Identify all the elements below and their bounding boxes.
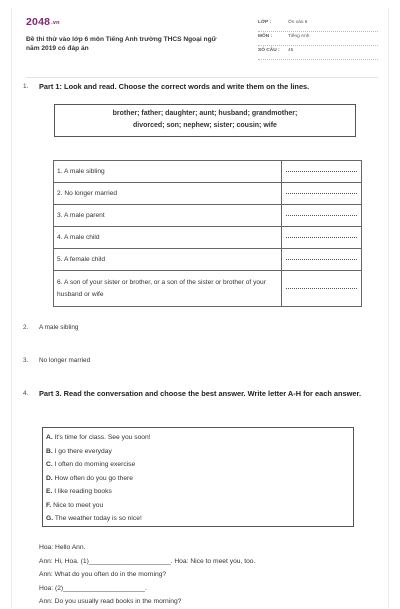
answer-option: E. I like reading books <box>46 488 112 495</box>
question-number: 3. <box>23 357 29 364</box>
definition-cell: 1. A male sibling <box>54 161 282 183</box>
meta-value: 45 <box>288 48 294 53</box>
answer-option: B. I go there everyday <box>46 447 112 455</box>
document-meta <box>258 18 378 60</box>
table-row <box>54 183 362 205</box>
word-bank-line: divorced; son; nephew; sister; cousin; wife <box>133 122 277 129</box>
question-text: A male sibling <box>39 324 79 331</box>
answer-option: A. It's time for class. See you soon! <box>46 434 151 441</box>
answer-option: G. The weather today is so nice! <box>46 515 142 522</box>
part3-title: Part 3. Read the conversation and choose the best answer. Write letter A-H for each answer. <box>39 389 362 398</box>
definition-table <box>53 160 362 307</box>
answer-blank[interactable] <box>282 271 362 307</box>
conversation-line: Hoa: (2)______________________. <box>39 584 147 592</box>
answer-option: C. I often do morning exercise <box>46 461 136 468</box>
table-row <box>54 227 362 249</box>
word-bank <box>54 104 356 137</box>
conversation-line: Hoa: Hello Ann. <box>39 544 86 551</box>
table-row <box>54 271 362 307</box>
meta-class-row <box>258 18 378 32</box>
conversation-line: Ann: What do you often do in the morning? <box>39 571 167 578</box>
answer-option: F. Nice to meet you <box>46 501 104 509</box>
table-row <box>54 161 362 183</box>
word-bank-line: brother; father; daughter; aunt; husband; grandmother; <box>112 110 298 117</box>
meta-key: SỐ CÂU : <box>258 48 280 53</box>
header-divider <box>26 77 378 78</box>
meta-key: MÔN : <box>258 34 273 39</box>
table-row <box>54 205 362 227</box>
answer-blank[interactable] <box>282 161 362 183</box>
site-logo[interactable]: 2048.vn <box>26 16 60 28</box>
conversation <box>39 541 359 609</box>
answer-blank[interactable] <box>282 227 362 249</box>
answer-option: D. How often do you go there <box>46 474 133 482</box>
definition-cell: 6. A son of your sister or brother, or a son of the sister or brother of your husband or wife <box>54 271 282 307</box>
document-title: Đề thi thử vào lớp 6 môn Tiếng Anh trường THCS Ngoại ngữ năm 2019 có đáp án <box>26 36 217 52</box>
definition-cell: 5. A female child <box>54 249 282 271</box>
document-header <box>26 16 378 78</box>
conversation-line: Ann: Hi, Hoa. (1)______________________. Hoa: Nice to meet you, too. <box>39 557 256 565</box>
conversation-line: Ann: Do you usually read books in the morning? <box>39 598 182 605</box>
table-row <box>54 249 362 271</box>
meta-subject-row <box>258 32 378 46</box>
answer-blank[interactable] <box>282 183 362 205</box>
meta-key: LỚP : <box>258 20 272 25</box>
definition-cell: 2. No longer married <box>54 183 282 205</box>
question-number: 1. <box>23 83 29 90</box>
answer-options-box <box>42 427 354 527</box>
answer-blank[interactable] <box>282 249 362 271</box>
question-number: 4. <box>23 390 29 397</box>
definition-cell: 3. A male parent <box>54 205 282 227</box>
question-text: No longer married <box>39 357 91 364</box>
answer-blank[interactable] <box>282 205 362 227</box>
meta-value: Tiếng Anh <box>288 34 310 39</box>
document-page <box>11 8 389 608</box>
question-number: 2. <box>23 324 29 331</box>
meta-count-row <box>258 46 378 60</box>
definition-cell: 4. A male child <box>54 227 282 249</box>
meta-value: Ôn vào 6 <box>288 20 308 25</box>
part1-title: Part 1: Look and read. Choose the correct words and write them on the lines. <box>39 82 310 91</box>
